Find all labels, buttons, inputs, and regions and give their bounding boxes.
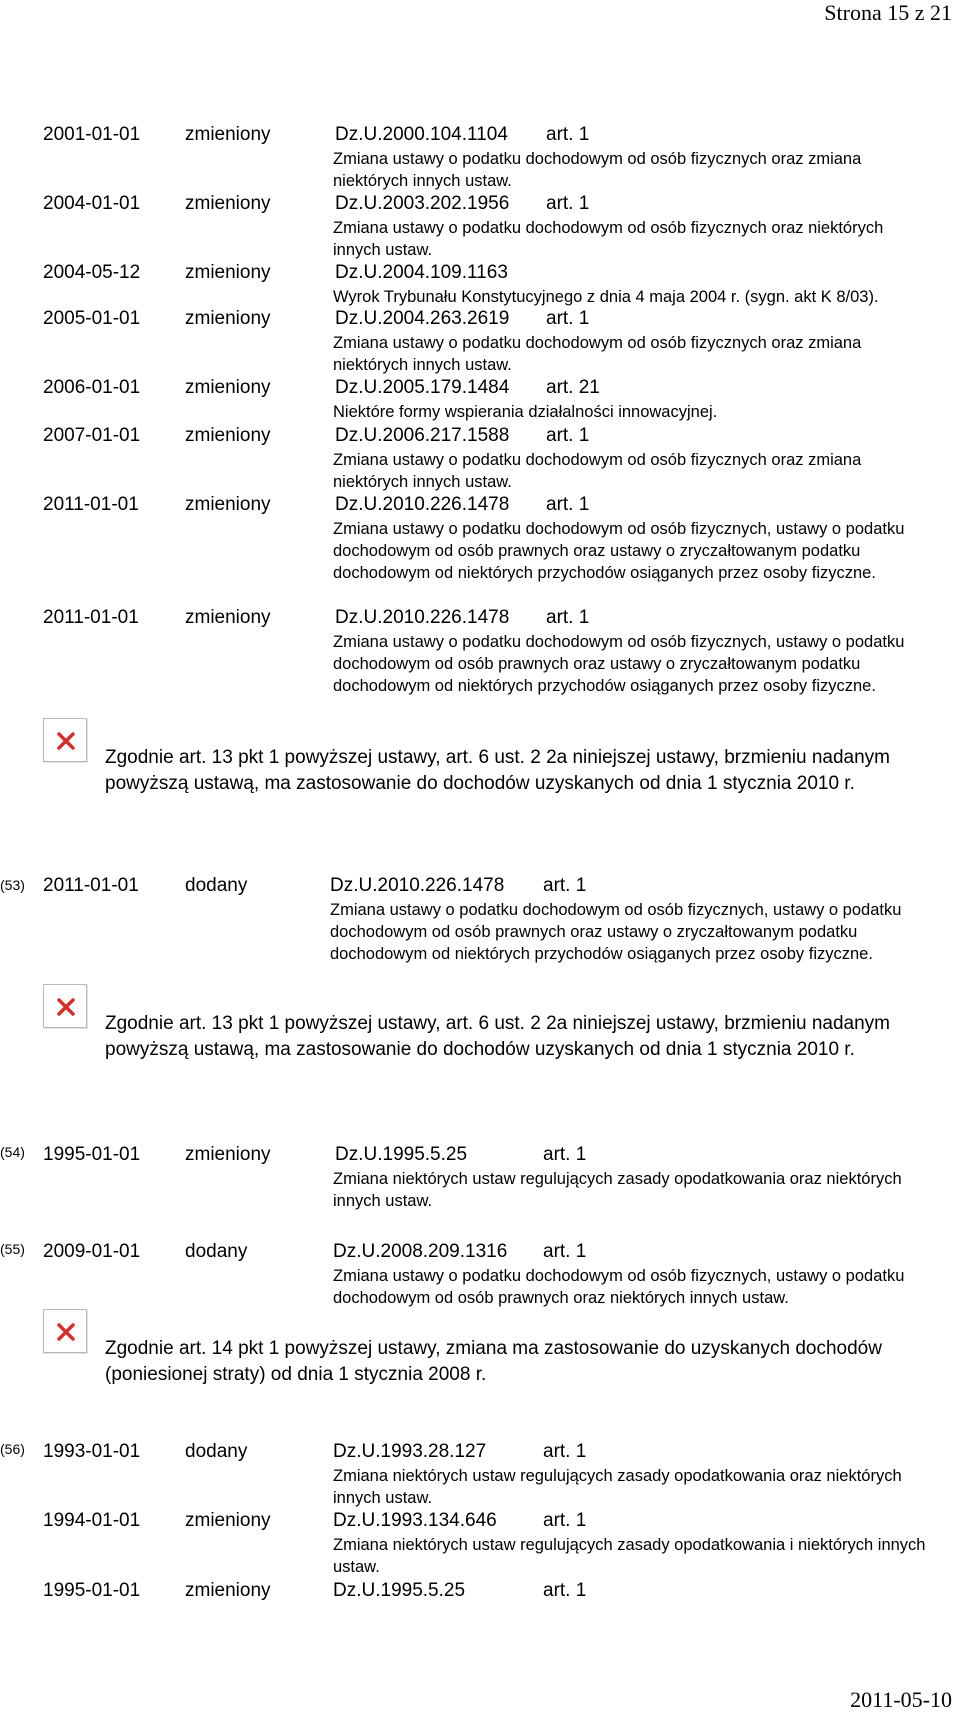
entry-article: art. 1 <box>546 494 590 515</box>
entry-description: Zmiana ustawy o podatku dochodowym od osób fizycznych oraz zmiana niektórych innych ustaw. <box>333 451 862 491</box>
entry-date: 2004-05-12 <box>43 262 141 283</box>
entry-description: Zmiana ustawy o podatku dochodowym od osób fizycznych, ustawy o podatku dochodowym od osób prawnych oraz ustawy o zryczałtowanym podatku dochodowym od niektórych przychodów osiąganych przez osoby fizyczne. <box>333 633 905 695</box>
history-entry <box>43 607 943 697</box>
entry-date: 1994-01-01 <box>43 1510 141 1531</box>
entry-description: Zmiana niektórych ustaw regulujących zasady opodatkowania oraz niektórych innych ustaw. <box>333 1170 902 1210</box>
history-entry <box>43 1510 943 1578</box>
broken-image-icon <box>43 1309 87 1353</box>
entry-article: art. 1 <box>543 875 587 896</box>
entry-date: 2001-01-01 <box>43 124 141 145</box>
entry-article: art. 1 <box>543 1580 587 1601</box>
entry-article: art. 1 <box>546 308 590 329</box>
entry-status: zmieniony <box>185 193 271 214</box>
entry-ref: Dz.U.2000.104.1104 <box>335 124 508 145</box>
entry-description: Zmiana niektórych ustaw regulujących zasady opodatkowania i niektórych innych ustaw. <box>333 1536 926 1576</box>
entry-ref: Dz.U.2004.109.1163 <box>335 262 508 283</box>
entry-date: 1995-01-01 <box>43 1580 141 1601</box>
history-entry <box>43 494 943 584</box>
entry-description: Zmiana ustawy o podatku dochodowym od osób fizycznych, ustawy o podatku dochodowym od osób prawnych oraz niektórych innych ustaw. <box>333 1267 905 1307</box>
entry-ref: Dz.U.2005.179.1484 <box>335 377 510 398</box>
broken-image-icon <box>43 984 87 1028</box>
entry-article: art. 1 <box>543 1144 587 1165</box>
broken-image-icon <box>43 718 87 762</box>
section-number: (53) <box>0 877 25 893</box>
section-number: (54) <box>0 1144 25 1160</box>
note-text: Zgodnie art. 13 pkt 1 powyższej ustawy, art. 6 ust. 2 2a niniejszej ustawy, brzmieniu nadanym powyższą ustawą, ma zastosowanie do dochodów uzyskanych od dnia 1 stycznia 2010 r. <box>105 1013 891 1060</box>
amendment-note <box>43 1011 943 1063</box>
history-entry <box>43 1580 943 1604</box>
entry-article: art. 1 <box>543 1241 587 1262</box>
amendment-note <box>43 1336 943 1388</box>
history-entry <box>43 124 943 192</box>
entry-article: art. 1 <box>543 1510 587 1531</box>
note-text: Zgodnie art. 13 pkt 1 powyższej ustawy, art. 6 ust. 2 2a niniejszej ustawy, brzmieniu nadanym powyższą ustawą, ma zastosowanie do dochodów uzyskanych od dnia 1 stycznia 2010 r. <box>105 747 891 794</box>
entry-ref: Dz.U.1993.28.127 <box>333 1441 487 1462</box>
history-entry <box>43 425 943 493</box>
entry-status: zmieniony <box>185 262 271 283</box>
entry-article: art. 1 <box>546 607 590 628</box>
entry-description: Wyrok Trybunału Konstytucyjnego z dnia 4 maja 2004 r. (sygn. akt K 8/03). <box>333 288 879 306</box>
entry-date: 2009-01-01 <box>43 1241 141 1262</box>
entry-date: 2011-01-01 <box>43 875 139 896</box>
entry-status: zmieniony <box>185 1144 271 1165</box>
entry-status: zmieniony <box>185 308 271 329</box>
entry-article: art. 21 <box>546 377 600 398</box>
entry-description: Zmiana niektórych ustaw regulujących zasady opodatkowania oraz niektórych innych ustaw. <box>333 1467 902 1507</box>
entry-article: art. 1 <box>543 1441 587 1462</box>
entry-ref: Dz.U.2010.226.1478 <box>335 494 510 515</box>
entry-status: zmieniony <box>185 494 271 515</box>
entry-status: dodany <box>185 1441 248 1462</box>
entry-description: Zmiana ustawy o podatku dochodowym od osób fizycznych oraz zmiana niektórych innych ustaw. <box>333 150 862 190</box>
section-number: (55) <box>0 1241 25 1257</box>
history-entry <box>43 262 943 308</box>
entry-article: art. 1 <box>546 124 590 145</box>
entry-ref: Dz.U.1995.5.25 <box>333 1580 466 1601</box>
entry-description: Zmiana ustawy o podatku dochodowym od osób fizycznych, ustawy o podatku dochodowym od osób prawnych oraz ustawy o zryczałtowanym podatku dochodowym od niektórych przychodów osiąganych przez osoby fizyczne. <box>330 901 902 963</box>
entry-description: Zmiana ustawy o podatku dochodowym od osób fizycznych oraz zmiana niektórych innych ustaw. <box>333 334 862 374</box>
entry-description: Zmiana ustawy o podatku dochodowym od osób fizycznych, ustawy o podatku dochodowym od osób prawnych oraz ustawy o zryczałtowanym podatku dochodowym od niektórych przychodów osiąganych przez osoby fizyczne. <box>333 520 905 582</box>
entry-status: zmieniony <box>185 1510 271 1531</box>
entry-status: zmieniony <box>185 377 271 398</box>
entry-status: zmieniony <box>185 124 271 145</box>
section-number: (56) <box>0 1441 25 1457</box>
entry-ref: Dz.U.2010.226.1478 <box>330 875 505 896</box>
history-entry <box>43 193 943 261</box>
entry-ref: Dz.U.2010.226.1478 <box>335 607 510 628</box>
entry-date: 2004-01-01 <box>43 193 141 214</box>
entry-status: zmieniony <box>185 1580 271 1601</box>
entry-description: Niektóre formy wspierania działalności innowacyjnej. <box>333 403 718 421</box>
page-date: 2011-05-10 <box>850 1687 952 1712</box>
entry-ref: Dz.U.1995.5.25 <box>335 1144 468 1165</box>
history-entry <box>43 1441 943 1509</box>
history-entry <box>43 377 943 423</box>
entry-status: dodany <box>185 875 248 896</box>
history-entry <box>43 875 943 965</box>
entry-ref: Dz.U.2006.217.1588 <box>335 425 510 446</box>
entry-date: 2006-01-01 <box>43 377 141 398</box>
entry-description: Zmiana ustawy o podatku dochodowym od osób fizycznych oraz niektórych innych ustaw. <box>333 219 884 259</box>
entry-ref: Dz.U.2003.202.1956 <box>335 193 510 214</box>
entry-ref: Dz.U.1993.134.646 <box>333 1510 497 1531</box>
amendment-note <box>43 745 943 797</box>
note-text: Zgodnie art. 14 pkt 1 powyższej ustawy, zmiana ma zastosowanie do uzyskanych dochodów (poniesionej straty) od dnia 1 stycznia 2008 r. <box>105 1338 882 1385</box>
history-entry <box>43 1144 943 1212</box>
page-number: Strona 15 z 21 <box>824 0 952 25</box>
history-entry <box>43 1241 943 1309</box>
entry-date: 2011-01-01 <box>43 607 139 628</box>
entry-ref: Dz.U.2004.263.2619 <box>335 308 510 329</box>
entry-status: zmieniony <box>185 425 271 446</box>
entry-date: 1993-01-01 <box>43 1441 141 1462</box>
entry-date: 1995-01-01 <box>43 1144 141 1165</box>
entry-status: dodany <box>185 1241 248 1262</box>
entry-date: 2011-01-01 <box>43 494 139 515</box>
entry-ref: Dz.U.2008.209.1316 <box>333 1241 508 1262</box>
entry-article: art. 1 <box>546 425 590 446</box>
entry-date: 2007-01-01 <box>43 425 141 446</box>
history-entry <box>43 308 943 376</box>
entry-date: 2005-01-01 <box>43 308 141 329</box>
entry-article: art. 1 <box>546 193 590 214</box>
entry-status: zmieniony <box>185 607 271 628</box>
